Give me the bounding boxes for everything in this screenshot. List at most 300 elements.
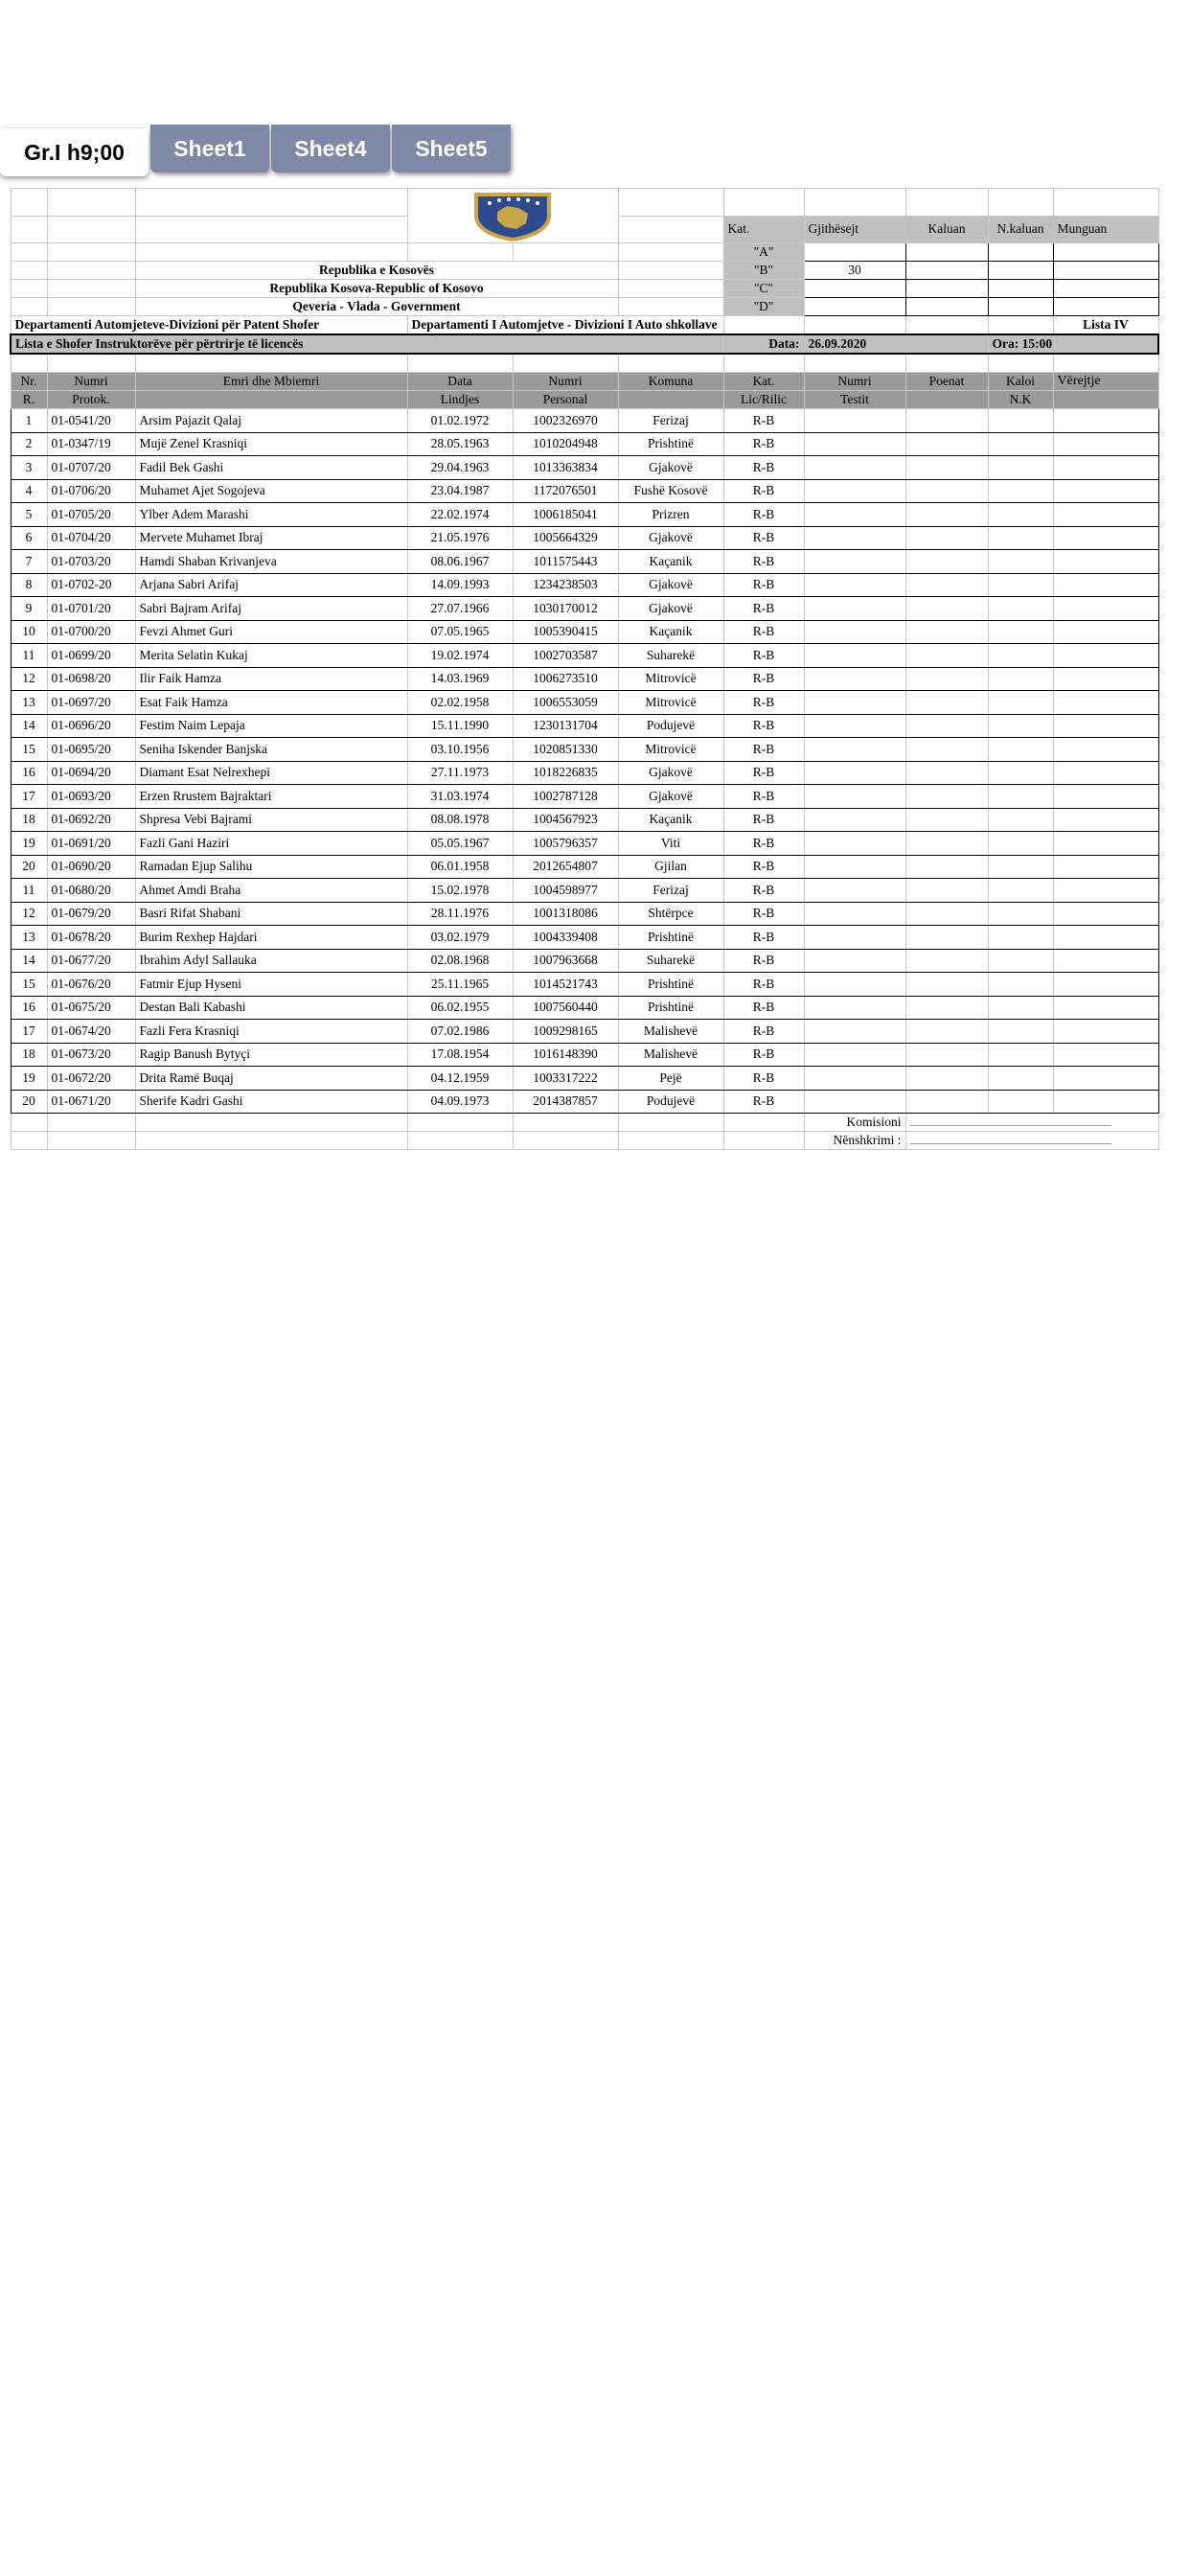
full-name-cell[interactable]: Ylber Adem Marashi (135, 503, 407, 527)
empty-cell[interactable] (988, 761, 1053, 785)
personal-number-cell[interactable]: 1006185041 (513, 503, 618, 527)
birth-date-cell[interactable]: 27.07.1966 (407, 597, 513, 621)
row-number-cell[interactable]: 15 (11, 973, 47, 997)
full-name-cell[interactable]: Seniha Iskender Banjska (135, 738, 407, 762)
empty-cell[interactable] (804, 1020, 905, 1044)
empty-cell[interactable] (804, 949, 905, 973)
full-name-cell[interactable]: Muhamet Ajet Sogojeva (135, 479, 407, 503)
empty-cell[interactable] (905, 456, 988, 480)
row-number-cell[interactable]: 20 (11, 1090, 47, 1114)
personal-number-cell[interactable]: 1002787128 (513, 785, 618, 809)
empty-cell[interactable] (1053, 808, 1158, 832)
personal-number-cell[interactable]: 1002703587 (513, 644, 618, 668)
municipality-cell[interactable]: Kaçanik (618, 550, 723, 574)
empty-cell[interactable] (804, 409, 905, 433)
empty-cell[interactable] (804, 714, 905, 738)
category-cell[interactable]: R-B (723, 1043, 804, 1067)
empty-cell[interactable] (804, 855, 905, 879)
municipality-cell[interactable]: Viti (618, 832, 723, 856)
empty-cell[interactable] (905, 667, 988, 691)
birth-date-cell[interactable]: 06.02.1955 (407, 996, 513, 1020)
empty-cell[interactable] (804, 761, 905, 785)
full-name-cell[interactable]: Fevzi Ahmet Guri (135, 620, 407, 644)
empty-cell[interactable] (905, 785, 988, 809)
row-number-cell[interactable]: 11 (11, 644, 47, 668)
full-name-cell[interactable]: Drita Ramë Buqaj (135, 1067, 407, 1091)
empty-cell[interactable] (1053, 738, 1158, 762)
empty-cell[interactable] (988, 949, 1053, 973)
empty-cell[interactable] (804, 902, 905, 926)
personal-number-cell[interactable]: 2014387857 (513, 1090, 618, 1114)
empty-cell[interactable] (1053, 714, 1158, 738)
commission-label-line[interactable] (905, 1114, 1158, 1132)
signature-label-line[interactable] (905, 1132, 1158, 1150)
empty-cell[interactable] (1053, 761, 1158, 785)
category-cell[interactable]: R-B (723, 1090, 804, 1114)
birth-date-cell[interactable]: 05.05.1967 (407, 832, 513, 856)
empty-cell[interactable] (1053, 550, 1158, 574)
empty-cell[interactable] (988, 1090, 1053, 1114)
empty-cell[interactable] (1053, 620, 1158, 644)
full-name-cell[interactable]: Sabri Bajram Arifaj (135, 597, 407, 621)
tab-sheet1[interactable]: Sheet1 (150, 125, 269, 172)
category-cell[interactable]: R-B (723, 456, 804, 480)
municipality-cell[interactable]: Podujevë (618, 714, 723, 738)
personal-number-cell[interactable]: 1010204948 (513, 432, 618, 456)
birth-date-cell[interactable]: 04.09.1973 (407, 1090, 513, 1114)
full-name-cell[interactable]: Shpresa Vebi Bajrami (135, 808, 407, 832)
municipality-cell[interactable]: Suharekë (618, 644, 723, 668)
empty-cell[interactable] (1053, 432, 1158, 456)
empty-cell[interactable] (1053, 832, 1158, 856)
personal-number-cell[interactable]: 1005390415 (513, 620, 618, 644)
protocol-number-cell[interactable]: 01-0707/20 (47, 456, 135, 480)
empty-cell[interactable] (1053, 597, 1158, 621)
birth-date-cell[interactable]: 28.05.1963 (407, 432, 513, 456)
row-number-cell[interactable]: 17 (11, 1020, 47, 1044)
empty-cell[interactable] (988, 1043, 1053, 1067)
full-name-cell[interactable]: Fadil Bek Gashi (135, 456, 407, 480)
empty-cell[interactable] (1053, 785, 1158, 809)
category-cell[interactable]: R-B (723, 691, 804, 715)
full-name-cell[interactable]: Fazli Gani Haziri (135, 832, 407, 856)
birth-date-cell[interactable]: 27.11.1973 (407, 761, 513, 785)
protocol-number-cell[interactable]: 01-0696/20 (47, 714, 135, 738)
birth-date-cell[interactable]: 04.12.1959 (407, 1067, 513, 1091)
row-number-cell[interactable]: 8 (11, 573, 47, 597)
birth-date-cell[interactable]: 19.02.1974 (407, 644, 513, 668)
row-number-cell[interactable]: 10 (11, 620, 47, 644)
birth-date-cell[interactable]: 14.09.1993 (407, 573, 513, 597)
category-cell[interactable]: R-B (723, 879, 804, 903)
full-name-cell[interactable]: Mervete Muhamet Ibraj (135, 526, 407, 550)
empty-cell[interactable] (988, 996, 1053, 1020)
empty-cell[interactable] (905, 902, 988, 926)
personal-number-cell[interactable]: 1006273510 (513, 667, 618, 691)
row-number-cell[interactable]: 4 (11, 479, 47, 503)
empty-cell[interactable] (988, 432, 1053, 456)
protocol-number-cell[interactable]: 01-0703/20 (47, 550, 135, 574)
category-cell[interactable]: R-B (723, 785, 804, 809)
summary-total-b[interactable]: 30 (804, 262, 905, 280)
empty-cell[interactable] (1053, 973, 1158, 997)
empty-cell[interactable] (804, 738, 905, 762)
empty-cell[interactable] (804, 432, 905, 456)
empty-cell[interactable] (1053, 879, 1158, 903)
municipality-cell[interactable]: Kaçanik (618, 620, 723, 644)
birth-date-cell[interactable]: 29.04.1963 (407, 456, 513, 480)
row-number-cell[interactable]: 14 (11, 949, 47, 973)
municipality-cell[interactable]: Gjilan (618, 855, 723, 879)
row-number-cell[interactable]: 16 (11, 996, 47, 1020)
protocol-number-cell[interactable]: 01-0676/20 (47, 973, 135, 997)
empty-cell[interactable] (804, 503, 905, 527)
personal-number-cell[interactable]: 1018226835 (513, 761, 618, 785)
municipality-cell[interactable]: Mitrovicë (618, 738, 723, 762)
empty-cell[interactable] (905, 926, 988, 950)
empty-cell[interactable] (905, 832, 988, 856)
full-name-cell[interactable]: Arjana Sabri Arifaj (135, 573, 407, 597)
full-name-cell[interactable]: Arsim Pajazit Qalaj (135, 409, 407, 433)
protocol-number-cell[interactable]: 01-0673/20 (47, 1043, 135, 1067)
municipality-cell[interactable]: Prishtinë (618, 996, 723, 1020)
municipality-cell[interactable]: Prishtinë (618, 973, 723, 997)
protocol-number-cell[interactable]: 01-0705/20 (47, 503, 135, 527)
municipality-cell[interactable]: Prishtinë (618, 432, 723, 456)
personal-number-cell[interactable]: 2012654807 (513, 855, 618, 879)
empty-cell[interactable] (905, 879, 988, 903)
personal-number-cell[interactable]: 1003317222 (513, 1067, 618, 1091)
full-name-cell[interactable]: Ilir Faik Hamza (135, 667, 407, 691)
empty-cell[interactable] (988, 550, 1053, 574)
protocol-number-cell[interactable]: 01-0691/20 (47, 832, 135, 856)
birth-date-cell[interactable]: 25.11.1965 (407, 973, 513, 997)
empty-cell[interactable] (988, 479, 1053, 503)
empty-cell[interactable] (1053, 1043, 1158, 1067)
municipality-cell[interactable]: Gjakovë (618, 597, 723, 621)
category-cell[interactable]: R-B (723, 855, 804, 879)
row-number-cell[interactable]: 18 (11, 808, 47, 832)
empty-cell[interactable] (988, 597, 1053, 621)
empty-cell[interactable] (988, 526, 1053, 550)
row-number-cell[interactable]: 6 (11, 526, 47, 550)
municipality-cell[interactable]: Suharekë (618, 949, 723, 973)
protocol-number-cell[interactable]: 01-0695/20 (47, 738, 135, 762)
empty-cell[interactable] (1053, 456, 1158, 480)
full-name-cell[interactable]: Festim Naim Lepaja (135, 714, 407, 738)
protocol-number-cell[interactable]: 01-0697/20 (47, 691, 135, 715)
birth-date-cell[interactable]: 17.08.1954 (407, 1043, 513, 1067)
category-cell[interactable]: R-B (723, 761, 804, 785)
protocol-number-cell[interactable]: 01-0541/20 (47, 409, 135, 433)
empty-cell[interactable] (1053, 409, 1158, 433)
personal-number-cell[interactable]: 1172076501 (513, 479, 618, 503)
empty-cell[interactable] (804, 573, 905, 597)
protocol-number-cell[interactable]: 01-0675/20 (47, 996, 135, 1020)
empty-cell[interactable] (905, 620, 988, 644)
category-cell[interactable]: R-B (723, 597, 804, 621)
personal-number-cell[interactable]: 1006553059 (513, 691, 618, 715)
empty-cell[interactable] (988, 785, 1053, 809)
birth-date-cell[interactable]: 07.02.1986 (407, 1020, 513, 1044)
empty-cell[interactable] (905, 855, 988, 879)
empty-cell[interactable] (804, 832, 905, 856)
empty-cell[interactable] (988, 667, 1053, 691)
full-name-cell[interactable]: Fatmir Ejup Hyseni (135, 973, 407, 997)
empty-cell[interactable] (905, 432, 988, 456)
protocol-number-cell[interactable]: 01-0674/20 (47, 1020, 135, 1044)
row-number-cell[interactable]: 14 (11, 714, 47, 738)
category-cell[interactable]: R-B (723, 432, 804, 456)
empty-cell[interactable] (988, 1067, 1053, 1091)
protocol-number-cell[interactable]: 01-0679/20 (47, 902, 135, 926)
protocol-number-cell[interactable]: 01-0706/20 (47, 479, 135, 503)
empty-cell[interactable] (905, 808, 988, 832)
birth-date-cell[interactable]: 08.08.1978 (407, 808, 513, 832)
full-name-cell[interactable]: Mujë Zenel Krasniqi (135, 432, 407, 456)
birth-date-cell[interactable]: 15.11.1990 (407, 714, 513, 738)
municipality-cell[interactable]: Pejë (618, 1067, 723, 1091)
empty-cell[interactable] (1053, 855, 1158, 879)
municipality-cell[interactable]: Prishtinë (618, 926, 723, 950)
empty-cell[interactable] (1053, 573, 1158, 597)
empty-cell[interactable] (1053, 1090, 1158, 1114)
municipality-cell[interactable]: Prizren (618, 503, 723, 527)
full-name-cell[interactable]: Ibrahim Adyl Sallauka (135, 949, 407, 973)
empty-cell[interactable] (905, 714, 988, 738)
personal-number-cell[interactable]: 1004339408 (513, 926, 618, 950)
empty-cell[interactable] (1053, 902, 1158, 926)
summary-total-d[interactable] (804, 298, 905, 316)
row-number-cell[interactable]: 16 (11, 761, 47, 785)
municipality-cell[interactable]: Gjakovë (618, 761, 723, 785)
empty-cell[interactable] (1053, 949, 1158, 973)
empty-cell[interactable] (1053, 526, 1158, 550)
personal-number-cell[interactable]: 1230131704 (513, 714, 618, 738)
category-cell[interactable]: R-B (723, 620, 804, 644)
empty-cell[interactable] (905, 691, 988, 715)
protocol-number-cell[interactable]: 01-0693/20 (47, 785, 135, 809)
personal-number-cell[interactable]: 1011575443 (513, 550, 618, 574)
full-name-cell[interactable]: Hamdi Shaban Krivanjeva (135, 550, 407, 574)
empty-cell[interactable] (905, 1020, 988, 1044)
empty-cell[interactable] (905, 503, 988, 527)
empty-cell[interactable] (1053, 691, 1158, 715)
personal-number-cell[interactable]: 1004598977 (513, 879, 618, 903)
protocol-number-cell[interactable]: 01-0702-20 (47, 573, 135, 597)
empty-cell[interactable] (804, 808, 905, 832)
empty-cell[interactable] (988, 832, 1053, 856)
birth-date-cell[interactable]: 06.01.1958 (407, 855, 513, 879)
empty-cell[interactable] (988, 808, 1053, 832)
row-number-cell[interactable]: 15 (11, 738, 47, 762)
municipality-cell[interactable]: Gjakovë (618, 573, 723, 597)
row-number-cell[interactable]: 19 (11, 1067, 47, 1091)
full-name-cell[interactable]: Ahmet Amdi Braha (135, 879, 407, 903)
personal-number-cell[interactable]: 1014521743 (513, 973, 618, 997)
municipality-cell[interactable]: Malishevë (618, 1020, 723, 1044)
personal-number-cell[interactable]: 1020851330 (513, 738, 618, 762)
municipality-cell[interactable]: Mitrovicë (618, 691, 723, 715)
protocol-number-cell[interactable]: 01-0699/20 (47, 644, 135, 668)
tab-gr-i[interactable]: Gr.I h9;00 (0, 128, 149, 176)
empty-cell[interactable] (905, 949, 988, 973)
full-name-cell[interactable]: Merita Selatin Kukaj (135, 644, 407, 668)
category-cell[interactable]: R-B (723, 503, 804, 527)
protocol-number-cell[interactable]: 01-0704/20 (47, 526, 135, 550)
empty-cell[interactable] (988, 456, 1053, 480)
tab-sheet4[interactable]: Sheet4 (271, 125, 390, 172)
personal-number-cell[interactable]: 1030170012 (513, 597, 618, 621)
row-number-cell[interactable]: 20 (11, 855, 47, 879)
empty-cell[interactable] (988, 902, 1053, 926)
category-cell[interactable]: R-B (723, 667, 804, 691)
row-number-cell[interactable]: 12 (11, 667, 47, 691)
birth-date-cell[interactable]: 22.02.1974 (407, 503, 513, 527)
empty-cell[interactable] (988, 738, 1053, 762)
birth-date-cell[interactable]: 28.11.1976 (407, 902, 513, 926)
municipality-cell[interactable]: Shtërpce (618, 902, 723, 926)
empty-cell[interactable] (804, 785, 905, 809)
municipality-cell[interactable]: Malishevë (618, 1043, 723, 1067)
category-cell[interactable]: R-B (723, 573, 804, 597)
empty-cell[interactable] (988, 714, 1053, 738)
empty-cell[interactable] (988, 573, 1053, 597)
birth-date-cell[interactable]: 03.10.1956 (407, 738, 513, 762)
personal-number-cell[interactable]: 1009298165 (513, 1020, 618, 1044)
empty-cell[interactable] (988, 1020, 1053, 1044)
empty-cell[interactable] (905, 597, 988, 621)
empty-cell[interactable] (804, 973, 905, 997)
municipality-cell[interactable]: Gjakovë (618, 456, 723, 480)
birth-date-cell[interactable]: 23.04.1987 (407, 479, 513, 503)
protocol-number-cell[interactable]: 01-0692/20 (47, 808, 135, 832)
empty-cell[interactable] (905, 1043, 988, 1067)
row-number-cell[interactable]: 13 (11, 691, 47, 715)
row-number-cell[interactable]: 2 (11, 432, 47, 456)
empty-cell[interactable] (1053, 1020, 1158, 1044)
category-cell[interactable]: R-B (723, 808, 804, 832)
birth-date-cell[interactable]: 02.08.1968 (407, 949, 513, 973)
empty-cell[interactable] (804, 620, 905, 644)
empty-cell[interactable] (804, 550, 905, 574)
empty-cell[interactable] (988, 973, 1053, 997)
personal-number-cell[interactable]: 1005796357 (513, 832, 618, 856)
row-number-cell[interactable]: 18 (11, 1043, 47, 1067)
full-name-cell[interactable]: Fazli Fera Krasniqi (135, 1020, 407, 1044)
personal-number-cell[interactable]: 1234238503 (513, 573, 618, 597)
birth-date-cell[interactable]: 08.06.1967 (407, 550, 513, 574)
empty-cell[interactable] (988, 879, 1053, 903)
municipality-cell[interactable]: Gjakovë (618, 526, 723, 550)
full-name-cell[interactable]: Ramadan Ejup Salihu (135, 855, 407, 879)
category-cell[interactable]: R-B (723, 973, 804, 997)
birth-date-cell[interactable]: 07.05.1965 (407, 620, 513, 644)
category-cell[interactable]: R-B (723, 996, 804, 1020)
empty-cell[interactable] (804, 597, 905, 621)
personal-number-cell[interactable]: 1007963668 (513, 949, 618, 973)
empty-cell[interactable] (988, 691, 1053, 715)
empty-cell[interactable] (905, 738, 988, 762)
category-cell[interactable]: R-B (723, 902, 804, 926)
empty-cell[interactable] (988, 855, 1053, 879)
empty-cell[interactable] (905, 573, 988, 597)
protocol-number-cell[interactable]: 01-0701/20 (47, 597, 135, 621)
birth-date-cell[interactable]: 15.02.1978 (407, 879, 513, 903)
empty-cell[interactable] (1053, 996, 1158, 1020)
summary-total-a[interactable] (804, 243, 905, 262)
row-number-cell[interactable]: 3 (11, 456, 47, 480)
row-number-cell[interactable]: 19 (11, 832, 47, 856)
category-cell[interactable]: R-B (723, 409, 804, 433)
empty-cell[interactable] (905, 761, 988, 785)
row-number-cell[interactable]: 1 (11, 409, 47, 433)
empty-cell[interactable] (988, 409, 1053, 433)
full-name-cell[interactable]: Ragip Banush Bytyçi (135, 1043, 407, 1067)
empty-cell[interactable] (804, 1043, 905, 1067)
empty-cell[interactable] (804, 667, 905, 691)
category-cell[interactable]: R-B (723, 949, 804, 973)
empty-cell[interactable] (804, 996, 905, 1020)
protocol-number-cell[interactable]: 01-0680/20 (47, 879, 135, 903)
empty-cell[interactable] (988, 644, 1053, 668)
empty-cell[interactable] (804, 926, 905, 950)
empty-cell[interactable] (804, 1067, 905, 1091)
row-number-cell[interactable]: 17 (11, 785, 47, 809)
municipality-cell[interactable]: Ferizaj (618, 879, 723, 903)
category-cell[interactable]: R-B (723, 714, 804, 738)
personal-number-cell[interactable]: 1013363834 (513, 456, 618, 480)
full-name-cell[interactable]: Erzen Rrustem Bajraktari (135, 785, 407, 809)
empty-cell[interactable] (988, 620, 1053, 644)
tab-sheet5[interactable]: Sheet5 (392, 125, 511, 172)
empty-cell[interactable] (804, 479, 905, 503)
protocol-number-cell[interactable]: 01-0700/20 (47, 620, 135, 644)
empty-cell[interactable] (905, 526, 988, 550)
empty-cell[interactable] (1053, 503, 1158, 527)
birth-date-cell[interactable]: 14.03.1969 (407, 667, 513, 691)
row-number-cell[interactable]: 7 (11, 550, 47, 574)
municipality-cell[interactable]: Mitrovicë (618, 667, 723, 691)
personal-number-cell[interactable]: 1005664329 (513, 526, 618, 550)
empty-cell[interactable] (905, 973, 988, 997)
municipality-cell[interactable]: Ferizaj (618, 409, 723, 433)
empty-cell[interactable] (905, 409, 988, 433)
full-name-cell[interactable]: Burim Rexhep Hajdari (135, 926, 407, 950)
row-number-cell[interactable]: 5 (11, 503, 47, 527)
category-cell[interactable]: R-B (723, 832, 804, 856)
birth-date-cell[interactable]: 31.03.1974 (407, 785, 513, 809)
full-name-cell[interactable]: Diamant Esat Nelrexhepi (135, 761, 407, 785)
row-number-cell[interactable]: 12 (11, 902, 47, 926)
protocol-number-cell[interactable]: 01-0671/20 (47, 1090, 135, 1114)
municipality-cell[interactable]: Gjakovë (618, 785, 723, 809)
category-cell[interactable]: R-B (723, 526, 804, 550)
personal-number-cell[interactable]: 1002326970 (513, 409, 618, 433)
protocol-number-cell[interactable]: 01-0677/20 (47, 949, 135, 973)
municipality-cell[interactable]: Podujevë (618, 1090, 723, 1114)
category-cell[interactable]: R-B (723, 926, 804, 950)
category-cell[interactable]: R-B (723, 479, 804, 503)
full-name-cell[interactable]: Esat Faik Hamza (135, 691, 407, 715)
empty-cell[interactable] (905, 550, 988, 574)
birth-date-cell[interactable]: 03.02.1979 (407, 926, 513, 950)
personal-number-cell[interactable]: 1001318086 (513, 902, 618, 926)
empty-cell[interactable] (804, 879, 905, 903)
row-number-cell[interactable]: 9 (11, 597, 47, 621)
birth-date-cell[interactable]: 21.05.1976 (407, 526, 513, 550)
category-cell[interactable]: R-B (723, 1020, 804, 1044)
